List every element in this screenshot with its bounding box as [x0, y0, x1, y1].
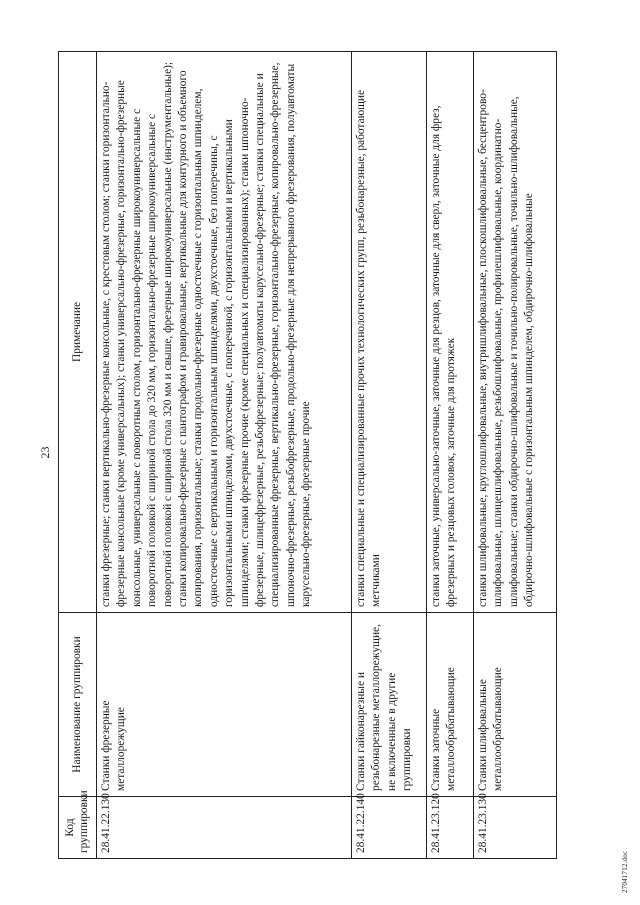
row-note: станки шлифовальные, круглошлифовальные, внутришлифовальные, плоскошлифовальные, бесцентрово-шлифовальные, шлицешлифовальные, резьбошлифовальные, профилешлифовальные, координатно-шлифовальные; станки обдирочно-шлифовальные и точильно-полировальные, точильно-шлифовальные, обдирочно-шлифовальные с горизонтальным шпинделем, обдирочно-шлифовальные — [474, 52, 557, 613]
page-number: 23 — [38, 446, 52, 459]
row-note: станки заточные, универсально-заточные, заточные для резцов, заточные для сверл, заточные для фрез, фрезерных и резцовых головок, заточные для протяжек — [427, 52, 474, 613]
row-note: станки специальные и специализированные прочих технологических групп, резьбонарезные, работающие метчиками — [352, 52, 427, 613]
table-row — [427, 52, 474, 859]
table-row — [474, 52, 557, 859]
row-note: станки фрезерные; станки вертикально-фрезерные консольные, с крестовым столом; станки горизонтально-фрезерные консольные (кроме универсальных); станки универсально-фрезерные, горизонтально-фрезерные консольные, универсальные с поворотным столом, горизонтально-фрезерные широкоуниверсальные с поворотной головкой с шириной стола до 320 мм, горизонтально-фрезерные широкоуниверсальные с поворотной головкой с шириной стола 320 мм и свыше, фрезерные широкоуниверсальные (инструментальные); станки копировально-фрезерные с пантографом и гравировальные, вертикальные для контурного и объемного копирования, горизонтальные; станки продольно-фрезерные одностоечные с горизонтальным шпинделем, одностоечные с вертикальным и горизонтальным шпинделями, двухстоечные, без поперечины, с горизонтальными шпинделями, двухстоечные, с поперечиной, с горизонтальными и вертикальными шпинделями; станки фрезерные прочие (кроме специальных и специализированных); станки шпоночно-фрезерные, шлицефрезерные, резьбофрезерные; полуавтоматы карусельно-фрезерные; станки специальные и специализированные фрезерные, вертикально-фрезерные, горизонтально-фрезерные, копировально-фрезерные, шпоночно-фрезерные, резьбофрезерные, продольно-фрезерные для непрерывного фрезерования, полуавтоматы карусельно-фрезерные, фрезерные прочие — [97, 52, 352, 613]
row-code: 28.41.22.140 — [352, 797, 427, 859]
table-row — [352, 52, 427, 859]
row-name: Станки гайконарезные и резьбонарезные металлорежущие, не включенные в другие группировки — [352, 613, 427, 797]
classification-table — [58, 51, 557, 859]
header-code: Код группировки — [59, 797, 97, 859]
row-code: 28.41.23.130 — [474, 797, 557, 859]
header-note: Примечание — [59, 52, 97, 613]
table-header-row — [59, 52, 97, 859]
row-name: Станки фрезерные металлорежущие — [97, 613, 352, 797]
table-row — [97, 52, 352, 859]
header-name: Наименование группировки — [59, 613, 97, 797]
row-code: 28.41.23.120 — [427, 797, 474, 859]
row-name: Станки заточные металлообрабатывающие — [427, 613, 474, 797]
row-code: 28.41.22.130 — [97, 797, 352, 859]
row-name: Станки шлифовальные металлообрабатывающие — [474, 613, 557, 797]
document-file-code: 27041712.doc — [621, 850, 629, 893]
